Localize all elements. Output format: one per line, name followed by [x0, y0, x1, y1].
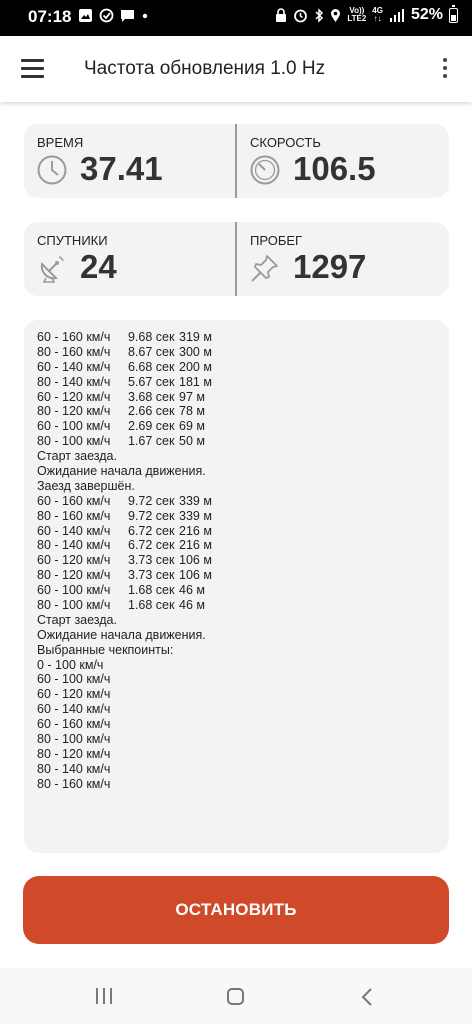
alarm-icon — [293, 8, 308, 23]
log-time: 1.68 сек — [128, 598, 175, 613]
log-range: 60 - 100 км/ч — [37, 419, 111, 434]
battery-percent: 52% — [410, 6, 443, 23]
log-text: 80 - 160 км/ч — [37, 776, 111, 791]
log-range: 80 - 120 км/ч — [37, 568, 111, 583]
log-time: 9.68 сек — [128, 330, 175, 344]
log-line — [37, 494, 449, 509]
log-distance: 106 м — [179, 568, 212, 583]
log-line — [37, 613, 449, 628]
battery-icon — [449, 8, 458, 23]
network-type: Vo)) LTE2 — [347, 6, 367, 23]
navigation-bar — [0, 968, 472, 1024]
metric-speed-value: 106.5 — [293, 150, 376, 187]
log-line — [37, 777, 449, 792]
log-text: 60 - 100 км/ч — [37, 672, 111, 687]
log-range: 80 - 120 км/ч — [37, 404, 111, 419]
status-time: 07:18 — [28, 7, 72, 26]
log-range: 80 - 160 км/ч — [37, 344, 111, 359]
log-distance: 200 м — [179, 359, 212, 374]
log-line — [37, 672, 449, 687]
log-distance: 97 м — [179, 389, 205, 404]
speedometer-icon — [249, 154, 281, 186]
log-line — [37, 524, 449, 539]
recents-icon[interactable] — [96, 988, 113, 1004]
log-line — [37, 628, 449, 643]
gallery-icon — [78, 8, 93, 23]
app-bar — [0, 36, 472, 102]
log-text: Заезд завершён. — [37, 478, 135, 493]
log-distance: 300 м — [179, 344, 212, 359]
log-line — [37, 568, 449, 583]
log-distance: 46 м — [179, 598, 205, 613]
log-text: 80 - 100 км/ч — [37, 732, 111, 747]
log-text: Старт заезда. — [37, 612, 117, 627]
log-distance: 106 м — [179, 553, 212, 568]
lock-icon — [275, 8, 287, 23]
log-range: 60 - 140 км/ч — [37, 523, 111, 538]
metric-time — [24, 124, 229, 198]
log-text: 60 - 140 км/ч — [37, 702, 111, 717]
metric-mileage-label: ПРОБЕГ — [250, 233, 303, 248]
satellite-icon — [36, 252, 68, 284]
log-time: 9.72 сек — [128, 493, 175, 508]
metric-speed-label: СКОРОСТЬ — [250, 135, 321, 150]
results-log-content — [24, 320, 449, 792]
check-circle-icon — [99, 8, 114, 23]
metric-time-label: ВРЕМЯ — [37, 135, 84, 150]
log-line — [37, 434, 449, 449]
log-range: 80 - 100 км/ч — [37, 434, 111, 449]
log-distance: 181 м — [179, 374, 212, 389]
log-text: Ожидание начала движения. — [37, 464, 206, 479]
back-icon[interactable] — [358, 987, 378, 1007]
metric-satellites-value: 24 — [80, 248, 117, 285]
stop-button[interactable]: ОСТАНОВИТЬ — [23, 876, 449, 944]
log-text: 80 - 120 км/ч — [37, 746, 111, 761]
log-line — [37, 747, 449, 762]
log-time: 5.67 сек — [128, 374, 175, 389]
log-range: 60 - 160 км/ч — [37, 330, 111, 344]
log-text: Старт заезда. — [37, 449, 117, 464]
log-text: 60 - 120 км/ч — [37, 687, 111, 702]
log-time: 3.68 сек — [128, 389, 175, 404]
log-line — [37, 658, 449, 673]
results-log[interactable] — [24, 320, 449, 853]
log-line — [37, 687, 449, 702]
log-time: 8.67 сек — [128, 344, 175, 359]
log-distance: 216 м — [179, 538, 212, 553]
message-icon — [120, 8, 135, 23]
log-text: 0 - 100 км/ч — [37, 657, 104, 672]
log-time: 6.72 сек — [128, 523, 175, 538]
status-bar — [0, 0, 472, 36]
metric-time-value: 37.41 — [80, 150, 163, 187]
location-icon — [330, 8, 341, 23]
log-line — [37, 390, 449, 405]
log-line — [37, 479, 449, 494]
metric-satellites — [24, 222, 229, 296]
log-range: 60 - 120 км/ч — [37, 553, 111, 568]
log-time: 9.72 сек — [128, 508, 175, 523]
page-title: Частота обновления 1.0 Hz — [84, 58, 326, 79]
log-range: 80 - 140 км/ч — [37, 538, 111, 553]
log-distance: 69 м — [179, 419, 205, 434]
log-text: 60 - 160 км/ч — [37, 717, 111, 732]
metric-satellites-label: СПУТНИКИ — [37, 233, 108, 248]
log-range: 80 - 140 км/ч — [37, 374, 111, 389]
log-time: 3.73 сек — [128, 568, 175, 583]
log-distance: 216 м — [179, 523, 212, 538]
log-line — [37, 464, 449, 479]
system-icons — [275, 6, 458, 24]
metric-speed — [237, 124, 442, 198]
log-line — [37, 419, 449, 434]
log-text: Ожидание начала движения. — [37, 627, 206, 642]
log-line — [37, 717, 449, 732]
log-time: 1.67 сек — [128, 434, 175, 449]
log-line — [37, 360, 449, 375]
log-distance: 50 м — [179, 434, 205, 449]
log-distance: 339 м — [179, 508, 212, 523]
log-time: 2.69 сек — [128, 419, 175, 434]
menu-icon[interactable] — [21, 59, 44, 78]
dot-icon — [141, 8, 149, 23]
notification-icons — [78, 8, 149, 23]
log-distance: 46 м — [179, 583, 205, 598]
log-range: 80 - 100 км/ч — [37, 598, 111, 613]
metric-mileage — [237, 222, 442, 296]
log-range: 80 - 160 км/ч — [37, 508, 111, 523]
log-text: 80 - 140 км/ч — [37, 761, 111, 776]
log-line — [37, 345, 449, 360]
log-line — [37, 509, 449, 524]
log-distance: 78 м — [179, 404, 205, 419]
log-text: Выбранные чекпоинты: — [37, 642, 174, 657]
metric-mileage-value: 1297 — [293, 248, 367, 285]
log-line — [37, 702, 449, 717]
bluetooth-icon — [314, 8, 324, 23]
log-time: 2.66 сек — [128, 404, 175, 419]
home-icon[interactable] — [227, 988, 244, 1005]
log-time: 6.72 сек — [128, 538, 175, 553]
signal-icon — [389, 8, 405, 23]
log-line — [37, 375, 449, 390]
log-range: 60 - 120 км/ч — [37, 389, 111, 404]
log-distance: 319 м — [179, 330, 212, 344]
log-range: 60 - 100 км/ч — [37, 583, 111, 598]
log-line — [37, 330, 449, 345]
log-line — [37, 598, 449, 613]
log-line — [37, 404, 449, 419]
log-time: 6.68 сек — [128, 359, 175, 374]
pin-icon — [249, 252, 281, 284]
log-time: 3.73 сек — [128, 553, 175, 568]
log-range: 60 - 160 км/ч — [37, 493, 111, 508]
log-line — [37, 643, 449, 658]
log-line — [37, 553, 449, 568]
metrics-card-bottom — [24, 222, 449, 296]
metrics-card-top — [24, 124, 449, 198]
log-line — [37, 583, 449, 598]
log-line — [37, 762, 449, 777]
log-range: 60 - 140 км/ч — [37, 359, 111, 374]
log-time: 1.68 сек — [128, 583, 175, 598]
clock-icon — [36, 154, 68, 186]
log-line — [37, 732, 449, 747]
more-options-icon[interactable] — [442, 58, 448, 80]
log-distance: 339 м — [179, 493, 212, 508]
network-gen: 4G ↑↓ — [372, 6, 383, 23]
log-line — [37, 449, 449, 464]
log-line — [37, 538, 449, 553]
